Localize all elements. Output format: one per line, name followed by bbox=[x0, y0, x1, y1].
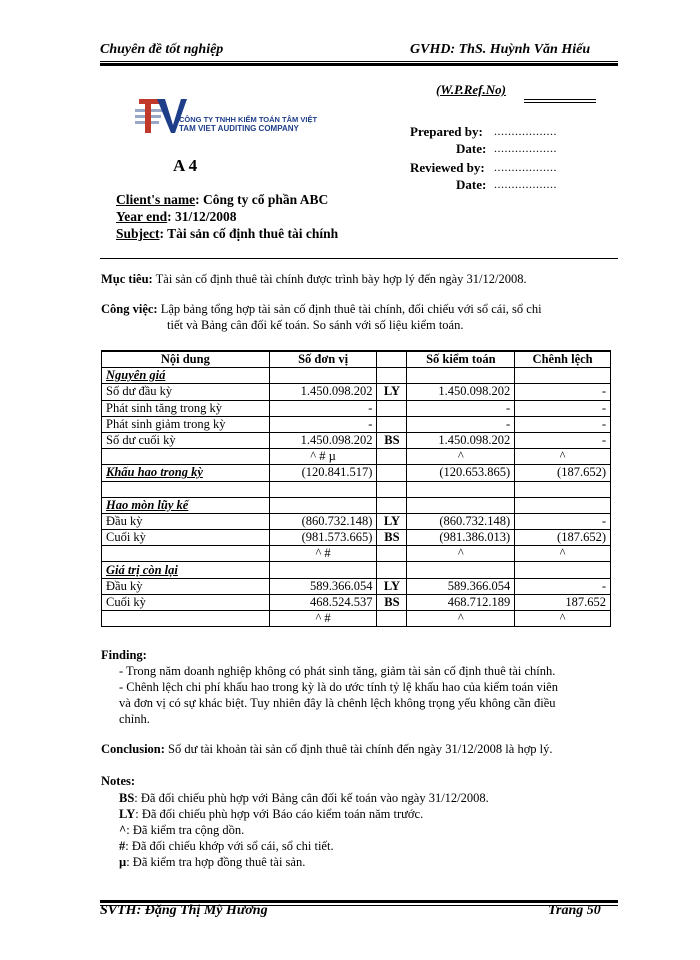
cell-unit: 1.450.098.202 bbox=[269, 432, 377, 448]
cell-audit: 1.450.098.202 bbox=[407, 432, 515, 448]
section-rule bbox=[100, 258, 618, 259]
cell-audit bbox=[407, 481, 515, 497]
objective-label: Mục tiêu: bbox=[101, 272, 153, 286]
cell-mark bbox=[377, 416, 407, 432]
cell-content: Cuối kỳ bbox=[102, 530, 270, 546]
cell-diff: - bbox=[515, 432, 611, 448]
note-item bbox=[119, 806, 489, 822]
cell-content: Phát sinh giảm trong kỳ bbox=[102, 416, 270, 432]
subject-label: Subject bbox=[116, 226, 160, 241]
cell-audit: 468.712.189 bbox=[407, 594, 515, 610]
cell-audit: 589.366.054 bbox=[407, 578, 515, 594]
table-row bbox=[102, 594, 611, 610]
th-audit: Số kiểm toán bbox=[407, 351, 515, 368]
cell-unit: (981.573.665) bbox=[269, 530, 377, 546]
cell-content: Nguyên giá bbox=[102, 368, 270, 384]
cell-mark bbox=[377, 465, 407, 481]
logo-line2: TAM VIET AUDITING COMPANY bbox=[179, 124, 299, 133]
work-line1: Lập bảng tổng hợp tài sản cố định thuê tài chính, đối chiếu với sổ cái, sổ chi bbox=[160, 302, 542, 316]
date1-dots: .................. bbox=[494, 141, 557, 155]
footer-right: Trang 50 bbox=[548, 903, 601, 918]
notes-list bbox=[119, 790, 489, 870]
table-row bbox=[102, 546, 611, 562]
prepared-label: Prepared by: bbox=[410, 124, 483, 139]
table-row bbox=[102, 481, 611, 497]
th-mark bbox=[377, 351, 407, 368]
table-row bbox=[102, 578, 611, 594]
note-item bbox=[119, 838, 489, 854]
table-row bbox=[102, 432, 611, 448]
cell-diff: - bbox=[515, 578, 611, 594]
cell-content: Đầu kỳ bbox=[102, 513, 270, 529]
wp-ref-line2 bbox=[524, 102, 596, 103]
cell-content: Số dư đầu kỳ bbox=[102, 384, 270, 400]
cell-content: Khấu hao trong kỳ bbox=[102, 465, 270, 481]
reviewed-dots: .................. bbox=[494, 160, 557, 174]
reviewed-label: Reviewed by: bbox=[410, 160, 485, 175]
finding-line4: chỉnh. bbox=[119, 712, 150, 726]
note-text: : Đã đối chiếu phù hợp với Bảng cân đối kế toán vào ngày 31/12/2008. bbox=[134, 791, 489, 805]
cell-content bbox=[102, 481, 270, 497]
date1-label: Date: bbox=[456, 141, 487, 156]
conclusion bbox=[101, 742, 553, 757]
table-row bbox=[102, 449, 611, 465]
cell-audit: - bbox=[407, 416, 515, 432]
note-key: BS bbox=[119, 791, 135, 805]
cell-diff: (187.652) bbox=[515, 530, 611, 546]
cell-audit: - bbox=[407, 400, 515, 416]
cell-unit: - bbox=[269, 416, 377, 432]
cell-diff: - bbox=[515, 400, 611, 416]
cell-diff bbox=[515, 497, 611, 513]
conclusion-label: Conclusion: bbox=[101, 742, 165, 756]
cell-diff bbox=[515, 368, 611, 384]
cell-unit bbox=[269, 368, 377, 384]
cell-unit bbox=[269, 481, 377, 497]
cell-mark bbox=[377, 546, 407, 562]
cell-unit: (860.732.148) bbox=[269, 513, 377, 529]
cell-content: Giá trị còn lại bbox=[102, 562, 270, 578]
cell-audit: (120.653.865) bbox=[407, 465, 515, 481]
cell-diff: 187.652 bbox=[515, 594, 611, 610]
cell-content: Số dư cuối kỳ bbox=[102, 432, 270, 448]
finding-line2: - Chênh lệch chi phí khấu hao trong kỳ là do ước tính tỷ lệ khấu hao của kiểm toán viên bbox=[119, 680, 558, 694]
cell-audit bbox=[407, 497, 515, 513]
workpaper-code: A 4 bbox=[173, 156, 198, 175]
logo-line1: CÔNG TY TNHH KIỂM TOÁN TÂM VIỆT bbox=[179, 115, 318, 124]
client-name bbox=[116, 192, 328, 208]
cell-diff: (187.652) bbox=[515, 465, 611, 481]
table-row bbox=[102, 465, 611, 481]
cell-mark bbox=[377, 611, 407, 627]
notes-label: Notes: bbox=[101, 774, 136, 788]
cell-mark bbox=[377, 562, 407, 578]
note-item bbox=[119, 854, 489, 870]
year-end-value: : 31/12/2008 bbox=[167, 209, 237, 224]
note-text: : Đã kiểm tra hợp đồng thuê tài sản. bbox=[126, 855, 306, 869]
header-rule-thick bbox=[100, 63, 618, 66]
work bbox=[101, 302, 542, 317]
cell-content bbox=[102, 546, 270, 562]
cell-unit: ^ # bbox=[269, 611, 377, 627]
cell-diff: - bbox=[515, 513, 611, 529]
th-content: Nội dung bbox=[102, 351, 270, 368]
header-right: GVHD: ThS. Huỳnh Văn Hiếu bbox=[410, 42, 591, 57]
th-diff: Chênh lệch bbox=[515, 351, 611, 368]
cell-unit: ^ # µ bbox=[269, 449, 377, 465]
subject bbox=[116, 226, 338, 242]
th-unit: Số đơn vị bbox=[269, 351, 377, 368]
footer-left: SVTH: Đặng Thị Mỹ Hương bbox=[100, 903, 268, 918]
finding-line1: - Trong năm doanh nghiệp không có phát sinh tăng, giảm tài sản cố định thuê tài chính. bbox=[119, 664, 556, 678]
finding-label: Finding: bbox=[101, 648, 147, 662]
table-row bbox=[102, 530, 611, 546]
cell-mark: LY bbox=[377, 513, 407, 529]
cell-audit: 1.450.098.202 bbox=[407, 384, 515, 400]
cell-audit bbox=[407, 562, 515, 578]
note-key: ^ bbox=[119, 823, 127, 837]
cell-audit: (860.732.148) bbox=[407, 513, 515, 529]
cell-unit: (120.841.517) bbox=[269, 465, 377, 481]
note-item bbox=[119, 822, 489, 838]
cell-content: Hao mòn lũy kế bbox=[102, 497, 270, 513]
conclusion-text: Số dư tài khoản tài sản cố định thuê tài chính đến ngày 31/12/2008 là hợp lý. bbox=[168, 742, 553, 756]
table-row bbox=[102, 562, 611, 578]
cell-content bbox=[102, 611, 270, 627]
note-text: : Đã đối chiếu khớp với sổ cái, sổ chi tiết. bbox=[125, 839, 334, 853]
date2-label: Date: bbox=[456, 177, 487, 192]
cell-content: Cuối kỳ bbox=[102, 594, 270, 610]
cell-mark bbox=[377, 400, 407, 416]
company-logo bbox=[135, 95, 345, 135]
cell-mark: LY bbox=[377, 384, 407, 400]
work-label: Công việc: bbox=[101, 302, 158, 316]
table-row bbox=[102, 368, 611, 384]
subject-value: : Tài sản cố định thuê tài chính bbox=[159, 226, 339, 241]
cell-mark: LY bbox=[377, 578, 407, 594]
prepared-dots: .................. bbox=[494, 124, 557, 138]
table-row bbox=[102, 384, 611, 400]
objective-text: Tài sản cố định thuê tài chính được trình bày hợp lý đến ngày 31/12/2008. bbox=[155, 272, 527, 286]
table-row bbox=[102, 611, 611, 627]
cell-mark: BS bbox=[377, 530, 407, 546]
year-end-label: Year end bbox=[116, 209, 168, 224]
cell-diff bbox=[515, 562, 611, 578]
header-left: Chuyên đề tốt nghiệp bbox=[100, 42, 224, 57]
cell-audit: ^ bbox=[407, 449, 515, 465]
cell-diff: ^ bbox=[515, 611, 611, 627]
cell-content bbox=[102, 449, 270, 465]
table-row bbox=[102, 513, 611, 529]
note-text: : Đã kiểm tra cộng dồn. bbox=[126, 823, 245, 837]
cell-unit bbox=[269, 497, 377, 513]
cell-mark bbox=[377, 497, 407, 513]
cell-unit: 589.366.054 bbox=[269, 578, 377, 594]
cell-mark bbox=[377, 481, 407, 497]
cell-content: Đầu kỳ bbox=[102, 578, 270, 594]
objective bbox=[101, 272, 527, 287]
note-key: # bbox=[119, 839, 126, 853]
cell-mark bbox=[377, 449, 407, 465]
cell-mark: BS bbox=[377, 594, 407, 610]
note-key: µ bbox=[119, 855, 127, 869]
finding-line3: và đơn vị có sự khác biệt. Tuy nhiên đây là chênh lệch không trọng yếu không cần điều bbox=[119, 696, 556, 710]
wp-ref: (W.P.Ref.No) bbox=[436, 82, 506, 97]
date2-dots: .................. bbox=[494, 177, 557, 191]
work-line2: tiết và Bảng cân đối kế toán. So sánh với số liệu kiểm toán. bbox=[167, 318, 464, 332]
cell-diff: - bbox=[515, 416, 611, 432]
fixed-asset-table bbox=[101, 350, 611, 627]
note-item bbox=[119, 790, 489, 806]
cell-diff bbox=[515, 481, 611, 497]
cell-unit: 1.450.098.202 bbox=[269, 384, 377, 400]
cell-diff: ^ bbox=[515, 546, 611, 562]
cell-audit bbox=[407, 368, 515, 384]
cell-mark bbox=[377, 368, 407, 384]
cell-unit: ^ # bbox=[269, 546, 377, 562]
client-name-label: Client's name bbox=[116, 192, 196, 207]
table-header-row bbox=[102, 351, 611, 368]
year-end bbox=[116, 209, 237, 225]
note-key: LY bbox=[119, 807, 136, 821]
note-text: : Đã đối chiếu phù hợp với Báo cáo kiểm toán năm trước. bbox=[135, 807, 424, 821]
cell-diff: ^ bbox=[515, 449, 611, 465]
cell-content: Phát sinh tăng trong kỳ bbox=[102, 400, 270, 416]
header-rule bbox=[100, 61, 618, 62]
cell-audit: ^ bbox=[407, 546, 515, 562]
wp-ref-line bbox=[524, 99, 596, 100]
table-row bbox=[102, 416, 611, 432]
cell-unit: 468.524.537 bbox=[269, 594, 377, 610]
cell-mark: BS bbox=[377, 432, 407, 448]
cell-audit: (981.386.013) bbox=[407, 530, 515, 546]
client-name-value: : Công ty cổ phần ABC bbox=[195, 192, 329, 207]
table-row bbox=[102, 497, 611, 513]
cell-unit bbox=[269, 562, 377, 578]
cell-diff: - bbox=[515, 384, 611, 400]
table-row bbox=[102, 400, 611, 416]
cell-unit: - bbox=[269, 400, 377, 416]
cell-audit: ^ bbox=[407, 611, 515, 627]
